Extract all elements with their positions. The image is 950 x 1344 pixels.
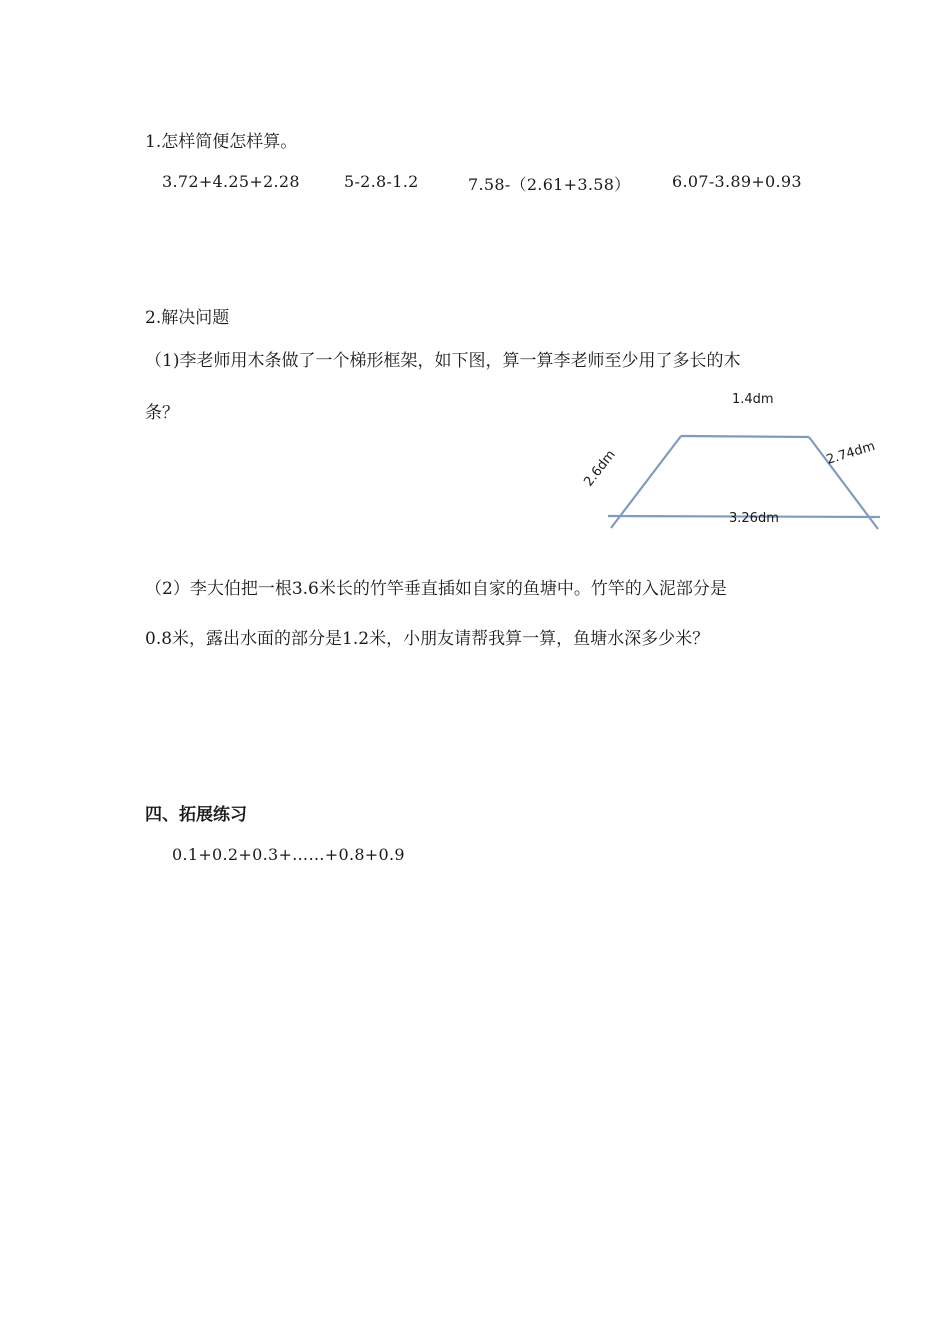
expression-4: 6.07-3.89+0.93: [672, 172, 802, 191]
expression-1: 3.72+4.25+2.28: [162, 172, 300, 191]
question1-line2: 条？: [145, 403, 179, 423]
section4-title: 四、拓展练习: [145, 805, 247, 825]
question1-line1: （1)李老师用木条做了一个梯形框架，如下图，算一算李老师至少用了多长的木: [145, 351, 741, 371]
trapezoid-left-edge: [611, 436, 681, 528]
question2-line2: 0.8米，露出水面的部分是1.2米，小朋友请帮我算一算，鱼塘水深多少米？: [145, 629, 710, 649]
section1-title: 1.怎样简便怎样算。: [145, 132, 298, 152]
trapezoid-top-edge: [681, 436, 809, 437]
extension-expression: 0.1+0.2+0.3+……+0.8+0.9: [172, 845, 405, 864]
left-edge-label: 2.6dm: [581, 447, 619, 490]
right-edge-label: 2.74dm: [824, 438, 877, 468]
trapezoid-diagram: [560, 380, 900, 540]
expression-3: 7.58-（2.61+3.58）: [468, 175, 631, 194]
expression-2: 5-2.8-1.2: [344, 172, 419, 191]
bottom-edge-label: 3.26dm: [729, 511, 779, 526]
section2-title: 2.解决问题: [145, 308, 230, 328]
top-edge-label: 1.4dm: [732, 392, 774, 407]
question2-line1: （2）李大伯把一根3.6米长的竹竿垂直插如自家的鱼塘中。竹竿的入泥部分是: [145, 579, 727, 599]
